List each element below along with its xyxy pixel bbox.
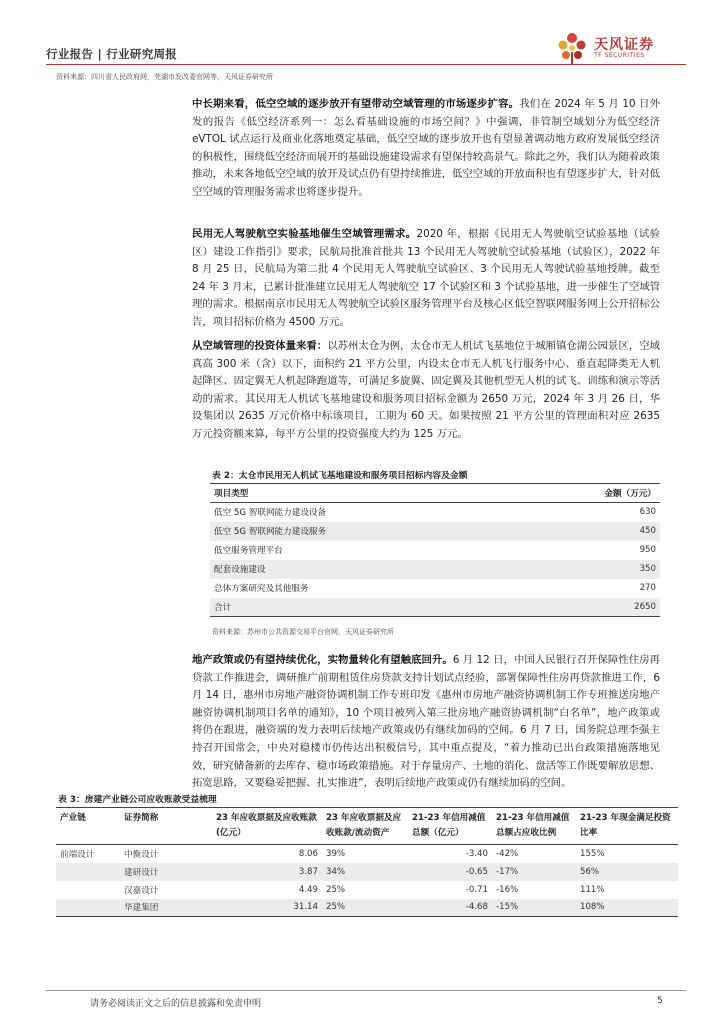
- table-row: [56, 863, 678, 881]
- table3-header-chain: 产业链: [56, 808, 120, 845]
- table3-cell-c3: -4.68: [408, 899, 492, 917]
- table2-header-item: 项目类型: [210, 484, 511, 503]
- table2-caption: 表 2：太仓市民用无人机试飞基地建设和服务项目招标内容及金额: [212, 471, 468, 481]
- table3-header-receivables-ratio: 23 年应收票据及应收账款/流动资产: [322, 808, 408, 845]
- table3-cell-chain: [56, 863, 120, 881]
- paragraph-heading: 从空域管理的投资体量来看：: [192, 340, 328, 352]
- table3-cell-name: 中衡设计: [124, 849, 159, 860]
- table2-cell-amount: 950: [639, 545, 656, 555]
- table3-cell-c5: 155%: [580, 848, 605, 859]
- paragraph-test-base: [192, 226, 660, 332]
- logo-text: 天风证券: [594, 37, 654, 53]
- table3-cell-c4: -15%: [492, 899, 576, 917]
- table2-cell-amount: 270: [639, 583, 656, 593]
- table3-header-impairment: 21-23 年信用减值总额（亿元）: [408, 808, 492, 845]
- logo-subtext: TF SECURITIES: [594, 52, 645, 59]
- paragraph-airspace-outlook: [192, 96, 660, 202]
- table2-cell-amount: 630: [639, 507, 656, 518]
- paragraph-heading: 民用无人驾驶航空实验基地催生空域管理需求。: [192, 228, 417, 240]
- paragraph-body: 我们在 2024 年 5 月 10 日外发的报告《低空经济系列一：怎么看基础设施的市场空间？》中强调，非管制空域划分为低空经济 eVTOL 试点运行及商业化落地奠定基础，低空空域的逐步放开也有望显著调动地方政府发展低空经济的积极性，围绕低空经济而展开的基础设施建设需求有望保持较高景气。除此之外，我们认为随着政策推动，未来各地低空空域的放开及试点仍有望持续推进，低空空域的开放面积也有望逐步扩大，针对低空空域的管理服务需求也将逐步提升。: [192, 98, 661, 198]
- paragraph-heading: 中长期来看，低空空域的逐步放开有望带动空域管理的市场逐步扩容。: [192, 98, 520, 110]
- footer-disclaimer: 请务必阅读正文之后的信息披露和免责申明: [90, 999, 262, 1009]
- table3-receivables: [56, 807, 678, 917]
- table3-cell-c4: -42%: [496, 848, 519, 859]
- table3-cell-name: 汉嘉设计: [124, 885, 159, 896]
- paragraph-body: 6 月 12 日，中国人民银行召开保障性住房再贷款工作推进会，调研推广前期租赁住房贷款支持计划试点经验，部署保障性住房再贷款推进工作，6 月 14 日，惠州市房地产融资协调机制工作专班印发《惠州市房地产融资协调机制工作专班推送房地产融资协调机制项目名单的通知》，10 个项目被列入第三批房地产融资协调机制“白名单”，地产政策或将仍在跟进，融资端的发力表明后续地产政策或仍有继续加码的空间。6 月 7 日，国务院总理李强主持召开国常会，中央对稳楼市仍传达出积极信号，其中重点提及，“着力推动已出台政策措施落地见效，研究储备新的去库存、稳市场政策措施。对于存量房产、土地的消化、盘活等工作既要解放思想、拓宽思路，又要稳妥把握、扎实推进”，表明后续地产政策或仍有继续加码的空间。: [192, 654, 660, 790]
- company-logo: [552, 30, 682, 66]
- table3-cell-c5: 108%: [576, 899, 678, 917]
- table3-cell-c2: 25%: [322, 899, 408, 917]
- table3-cell-c1: 4.49: [298, 884, 318, 895]
- paragraph-heading: 地产政策或仍有望持续优化，实物量转化有望触底回升。: [192, 654, 453, 666]
- table2-header-amount: 金额（万元）: [511, 484, 660, 503]
- source-note-top: 资料来源：四川省人民政府网，芜湖市发改委官网等，天风证券研究所: [56, 73, 273, 81]
- table3-cell-c5: 56%: [576, 863, 678, 881]
- table-row: [210, 541, 660, 560]
- table2-cell-item: 低空 5G 智联网能力建设设备: [214, 508, 327, 519]
- table3-cell-c3: -0.71: [465, 884, 488, 895]
- table3-cell-c4: -16%: [496, 884, 519, 895]
- paragraph-body: 2020 年，根据《民用无人驾驶航空试验基地（试验区）建设工作指引》要求，民航局批准首批共 13 个民用无人驾驶航空试验基地（试验区），2022 年 8 月 25 日，民航局为第二批 4 个民用无人驾驶航空试验区、3 个民用无人驾驶试验基地授牌。截至 24 年 3 月末，已累计批准建立民用无人驾驶航空 17 个试验区和 3 个试验基地，进一步催生了空域管理的需求。根据南京市民用无人驾驶航空试验区服务管理平台及核心区低空智联网服务网上公开招标公告，项目招标价格为 4500 万元。: [192, 228, 661, 328]
- table3-cell-c3: -0.65: [408, 863, 492, 881]
- table3-cell-chain: [56, 899, 120, 917]
- table2-cell-item: 配套设施建设: [210, 560, 511, 579]
- table3-header-cash-ratio: 21-23 年现金满足投资比率: [576, 808, 678, 845]
- report-type: 行业报告 | 行业研究周报: [46, 47, 178, 61]
- table-row: [56, 881, 678, 899]
- table3-cell-c2: 39%: [326, 848, 346, 859]
- page-number: 5: [657, 996, 663, 1006]
- table3-cell-c1: 3.87: [212, 863, 322, 881]
- table-row: [210, 522, 660, 541]
- table2-cell-amount: 350: [511, 560, 660, 579]
- header-divider: [46, 64, 686, 65]
- table3-header-name: 证券简称: [120, 808, 212, 845]
- table3-cell-c1: 31.14: [212, 899, 322, 917]
- table-row: [210, 560, 660, 579]
- table3-caption: 表 3：房建产业链公司应收账款受益梳理: [58, 795, 217, 805]
- paragraph-investment-volume: [192, 338, 660, 444]
- logo-flower-icon: [554, 30, 590, 66]
- table3-cell-c1: 8.06: [298, 848, 318, 859]
- table-row: [56, 899, 678, 917]
- table3-cell-name: 建研设计: [120, 863, 212, 881]
- table-row-total: [210, 598, 660, 617]
- table-row: [210, 503, 660, 522]
- paragraph-body: 以苏州太仓为例，太仓市无人机试飞基地位于城厢镇仓湖公园景区，空域真高 300 米（含）以下，面积约 21 平方公里，内设太仓市无人机飞行服务中心、垂直起降类无人机起降区、固定翼无人机起降跑道等，可满足多旋翼、固定翼及其他机型无人机的试飞、训练和演示等活动的需求。其民用无人机试飞基地建设和服务项目招标金额为 2650 万元，2024 年 3 月 26 日，华设集团以 2635 万元价格中标该项目，工期为 60 天。如果按照 21 平方公里的管理面积对应 2635 万元投资额来算，每平方公里的投资强度大约为 125 万元。: [192, 340, 660, 440]
- table3-header-impairment-ratio: 21-23 年信用减值总额占应收比例: [492, 808, 576, 845]
- table3-cell-name: 华建集团: [120, 899, 212, 917]
- table2-cell-item: 合计: [210, 598, 511, 617]
- table3-cell-c3: -3.40: [465, 848, 488, 859]
- table3-cell-chain: 前端设计: [60, 849, 95, 860]
- table2-cell-amount: 450: [511, 522, 660, 541]
- table2-cell-amount: 2650: [511, 598, 660, 617]
- page-header: [46, 26, 686, 66]
- table3-header-receivables: 23 年应收票据及应收账款(亿元）: [212, 808, 322, 845]
- table2-cell-item: 低空服务管理平台: [214, 546, 283, 556]
- table3-cell-c5: 111%: [580, 884, 605, 895]
- table2-cell-item: 总体方案研究及其他服务: [214, 584, 309, 594]
- footer-divider: [46, 990, 686, 991]
- table2-cell-item: 低空 5G 智联网能力建设服务: [210, 522, 511, 541]
- table3-cell-c4: -17%: [492, 863, 576, 881]
- table2-bidding-content: [210, 483, 660, 617]
- table-row: [56, 845, 678, 863]
- table3-cell-c2: 25%: [326, 884, 346, 895]
- paragraph-real-estate-policy: [192, 652, 660, 793]
- table2-source: 资料来源：苏州市公共资源交易平台官网，天风证券研究所: [212, 628, 394, 636]
- table3-cell-c2: 34%: [322, 863, 408, 881]
- table3-cell-chain: [56, 881, 120, 899]
- table-row: [210, 579, 660, 598]
